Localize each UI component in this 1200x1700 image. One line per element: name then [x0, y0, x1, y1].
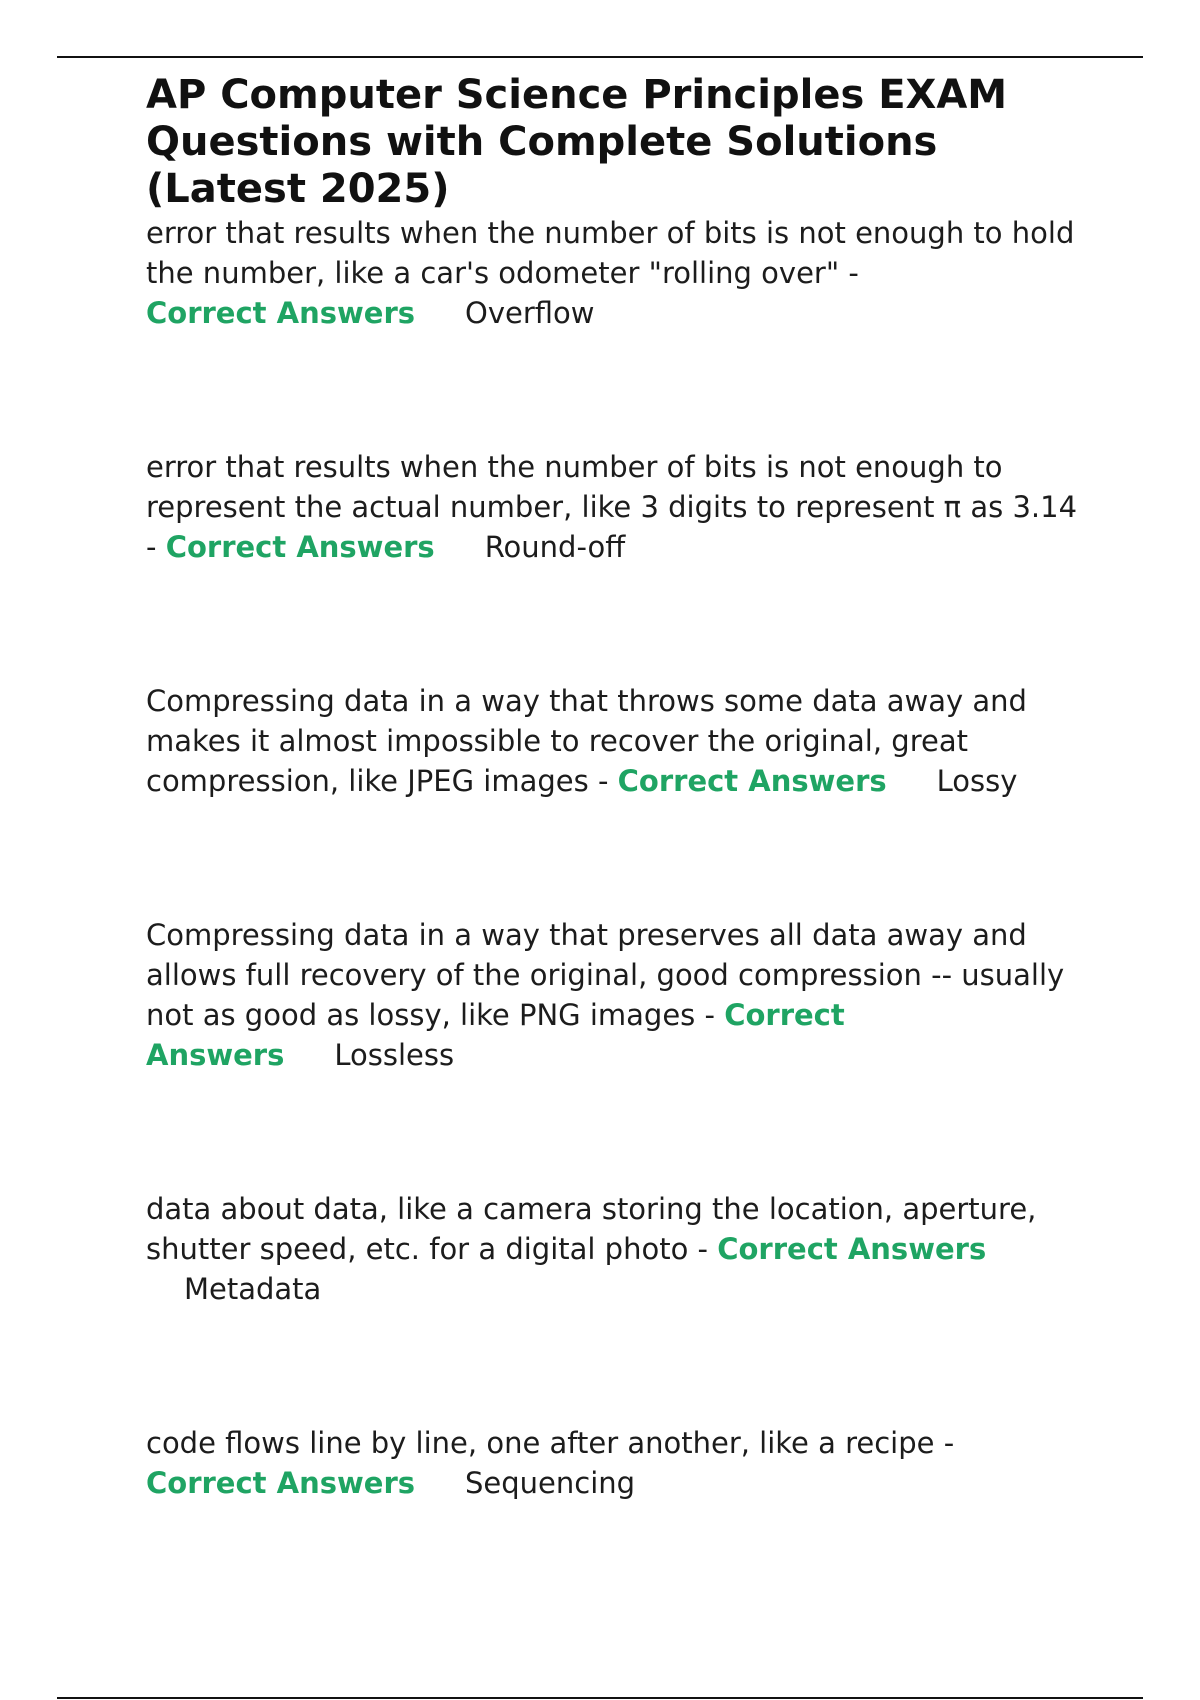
question-text: Compressing data in a way that preserves all data away and allows full recovery of the original, good compression -- usually not as good as lossy, like PNG images - [146, 918, 1065, 1032]
correct-answers-label: Correct Answers [617, 764, 887, 798]
answer-text: Metadata [184, 1272, 322, 1306]
question-text: Compressing data in a way that throws some data away and makes it almost impossible to recover the original, great compression, like JPEG images - [146, 684, 1027, 798]
qa-item [146, 1189, 1086, 1309]
answer-text: Lossy [936, 764, 1018, 798]
answer-text: Sequencing [465, 1466, 636, 1500]
answer-text: Round-off [484, 530, 626, 564]
top-rule [57, 56, 1143, 58]
correct-answers-label: Correct Answers [146, 998, 845, 1072]
correct-answers-label: Correct Answers [165, 530, 435, 564]
qa-item [146, 915, 1086, 1075]
answer-text: Overflow [465, 296, 595, 330]
question-text: error that results when the number of bits is not enough to represent the actual number, like 3 digits to represent π as 3.14 - [146, 450, 1078, 564]
qa-item [146, 213, 1086, 333]
answer-text: Lossless [334, 1038, 455, 1072]
qa-item [146, 447, 1086, 567]
qa-item [146, 1423, 1086, 1503]
bottom-rule [57, 1697, 1143, 1699]
question-text: error that results when the number of bits is not enough to hold the number, like a car's odometer "rolling over" - [146, 216, 1075, 290]
question-text: code flows line by line, one after another, like a recipe - [146, 1426, 955, 1460]
question-text: data about data, like a camera storing the location, aperture, shutter speed, etc. for a digital photo - [146, 1192, 1037, 1266]
document-body [146, 72, 1086, 1503]
correct-answers-label: Correct Answers [146, 1466, 416, 1500]
document-title: AP Computer Science Principles EXAM Questions with Complete Solutions (Latest 2025) [146, 72, 1008, 212]
correct-answers-label: Correct Answers [146, 296, 416, 330]
qa-item [146, 681, 1086, 801]
correct-answers-label: Correct Answers [717, 1232, 987, 1266]
